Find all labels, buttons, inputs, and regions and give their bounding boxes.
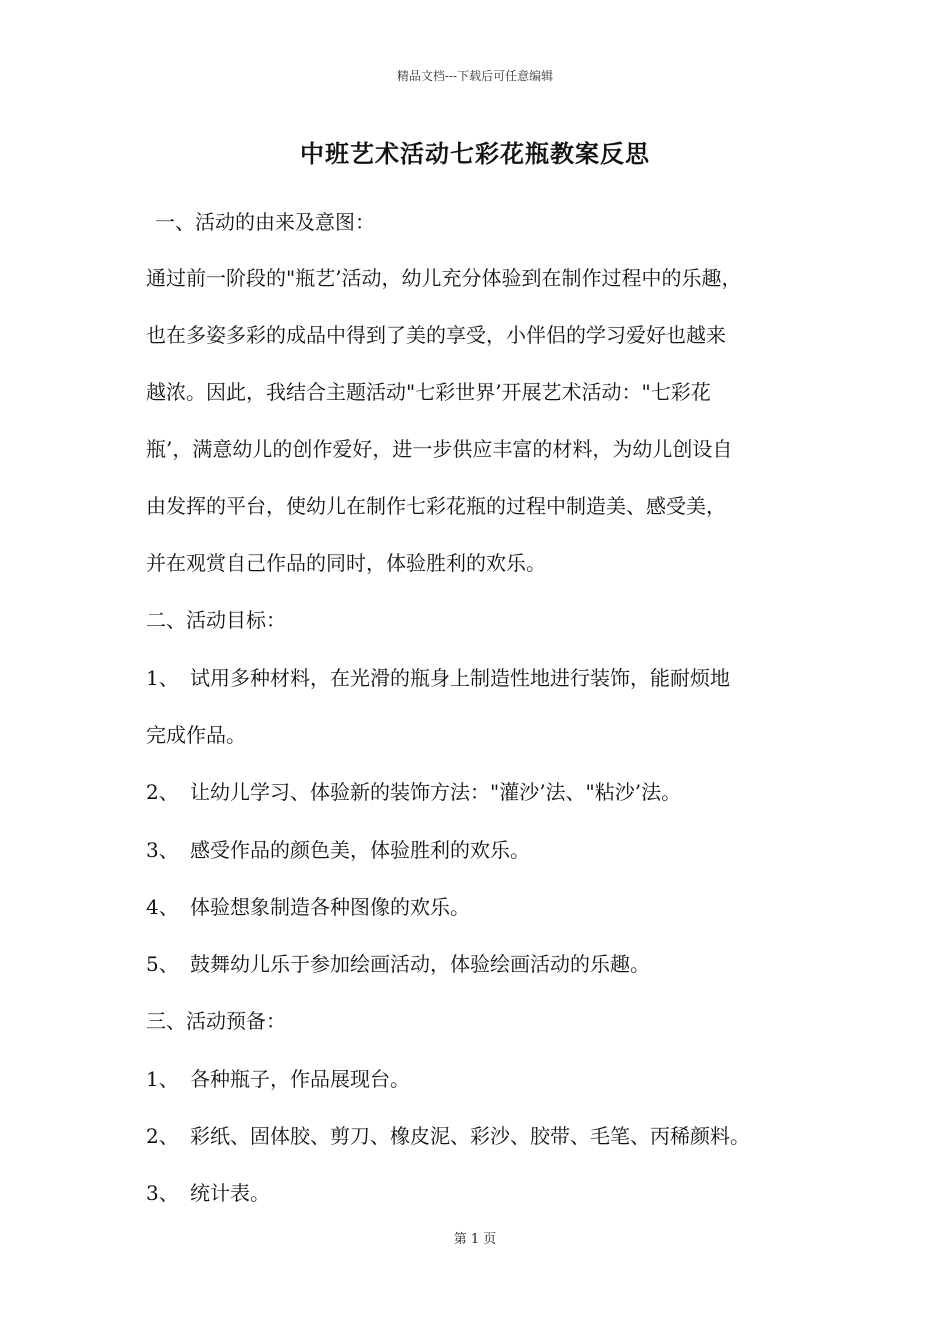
list-item-number: 3、 xyxy=(146,838,179,862)
paragraph-line: 也在多姿多彩的成品中得到了美的享受，小伴侣的学习爱好也越来 xyxy=(146,323,726,347)
list-item-text: 感受作品的颜色美，体验胜利的欢乐。 xyxy=(190,838,530,862)
list-item xyxy=(146,1065,846,1093)
header-note: 精品文档---下载后可任意编辑 xyxy=(396,69,554,83)
list-item-text: 试用多种材料，在光滑的瓶身上制造性地进行装饰，能耐烦地 xyxy=(190,666,730,690)
paragraph-line: 并在观赏自己作品的同时，体验胜利的欢乐。 xyxy=(146,551,546,575)
list-item-number: 1、 xyxy=(146,666,179,690)
list-item xyxy=(146,893,846,921)
list-item-text: 彩纸、固体胶、剪刀、橡皮泥、彩沙、胶带、毛笔、丙稀颜料。 xyxy=(190,1124,750,1148)
document-title: 中班艺术活动七彩花瓶教案反思 xyxy=(300,139,650,168)
list-item xyxy=(146,950,846,978)
section-1-heading: 一、活动的由来及意图： xyxy=(155,210,375,234)
section-3-heading: 三、活动预备： xyxy=(146,1009,286,1033)
list-item-number: 2、 xyxy=(146,1124,179,1148)
list-item-number: 1、 xyxy=(146,1067,179,1091)
paragraph-line: 越浓。因此，我结合主题活动"七彩世界’开展艺术活动："七彩花 xyxy=(146,380,711,404)
list-item-continuation: 完成作品。 xyxy=(146,723,246,747)
paragraph-line: 由发挥的平台，使幼儿在制作七彩花瓶的过程中制造美、感受美， xyxy=(146,494,726,518)
paragraph-line: 瓶’，满意幼儿的创作爱好，进一步供应丰富的材料，为幼儿创设自 xyxy=(146,437,733,461)
list-item xyxy=(146,836,846,864)
list-item-number: 4、 xyxy=(146,895,179,919)
page-number: 第 1 页 xyxy=(453,1232,497,1247)
list-item-number: 2、 xyxy=(146,780,179,804)
paragraph-line: 通过前一阶段的"瓶艺’活动，幼儿充分体验到在制作过程中的乐趣， xyxy=(146,266,742,290)
list-item xyxy=(146,1179,846,1207)
list-item-text: 让幼儿学习、体验新的装饰方法："灌沙’法、"粘沙’法。 xyxy=(190,780,682,804)
list-item-number: 3、 xyxy=(146,1181,179,1205)
list-item xyxy=(146,778,846,806)
list-item xyxy=(146,664,846,692)
list-item-text: 统计表。 xyxy=(190,1181,270,1205)
list-item-number: 5、 xyxy=(146,952,179,976)
list-item-text: 体验想象制造各种图像的欢乐。 xyxy=(190,895,470,919)
list-item-text: 鼓舞幼儿乐于参加绘画活动，体验绘画活动的乐趣。 xyxy=(190,952,650,976)
section-2-heading: 二、活动目标： xyxy=(146,608,286,632)
list-item-text: 各种瓶子，作品展现台。 xyxy=(190,1067,410,1091)
list-item xyxy=(146,1122,846,1150)
